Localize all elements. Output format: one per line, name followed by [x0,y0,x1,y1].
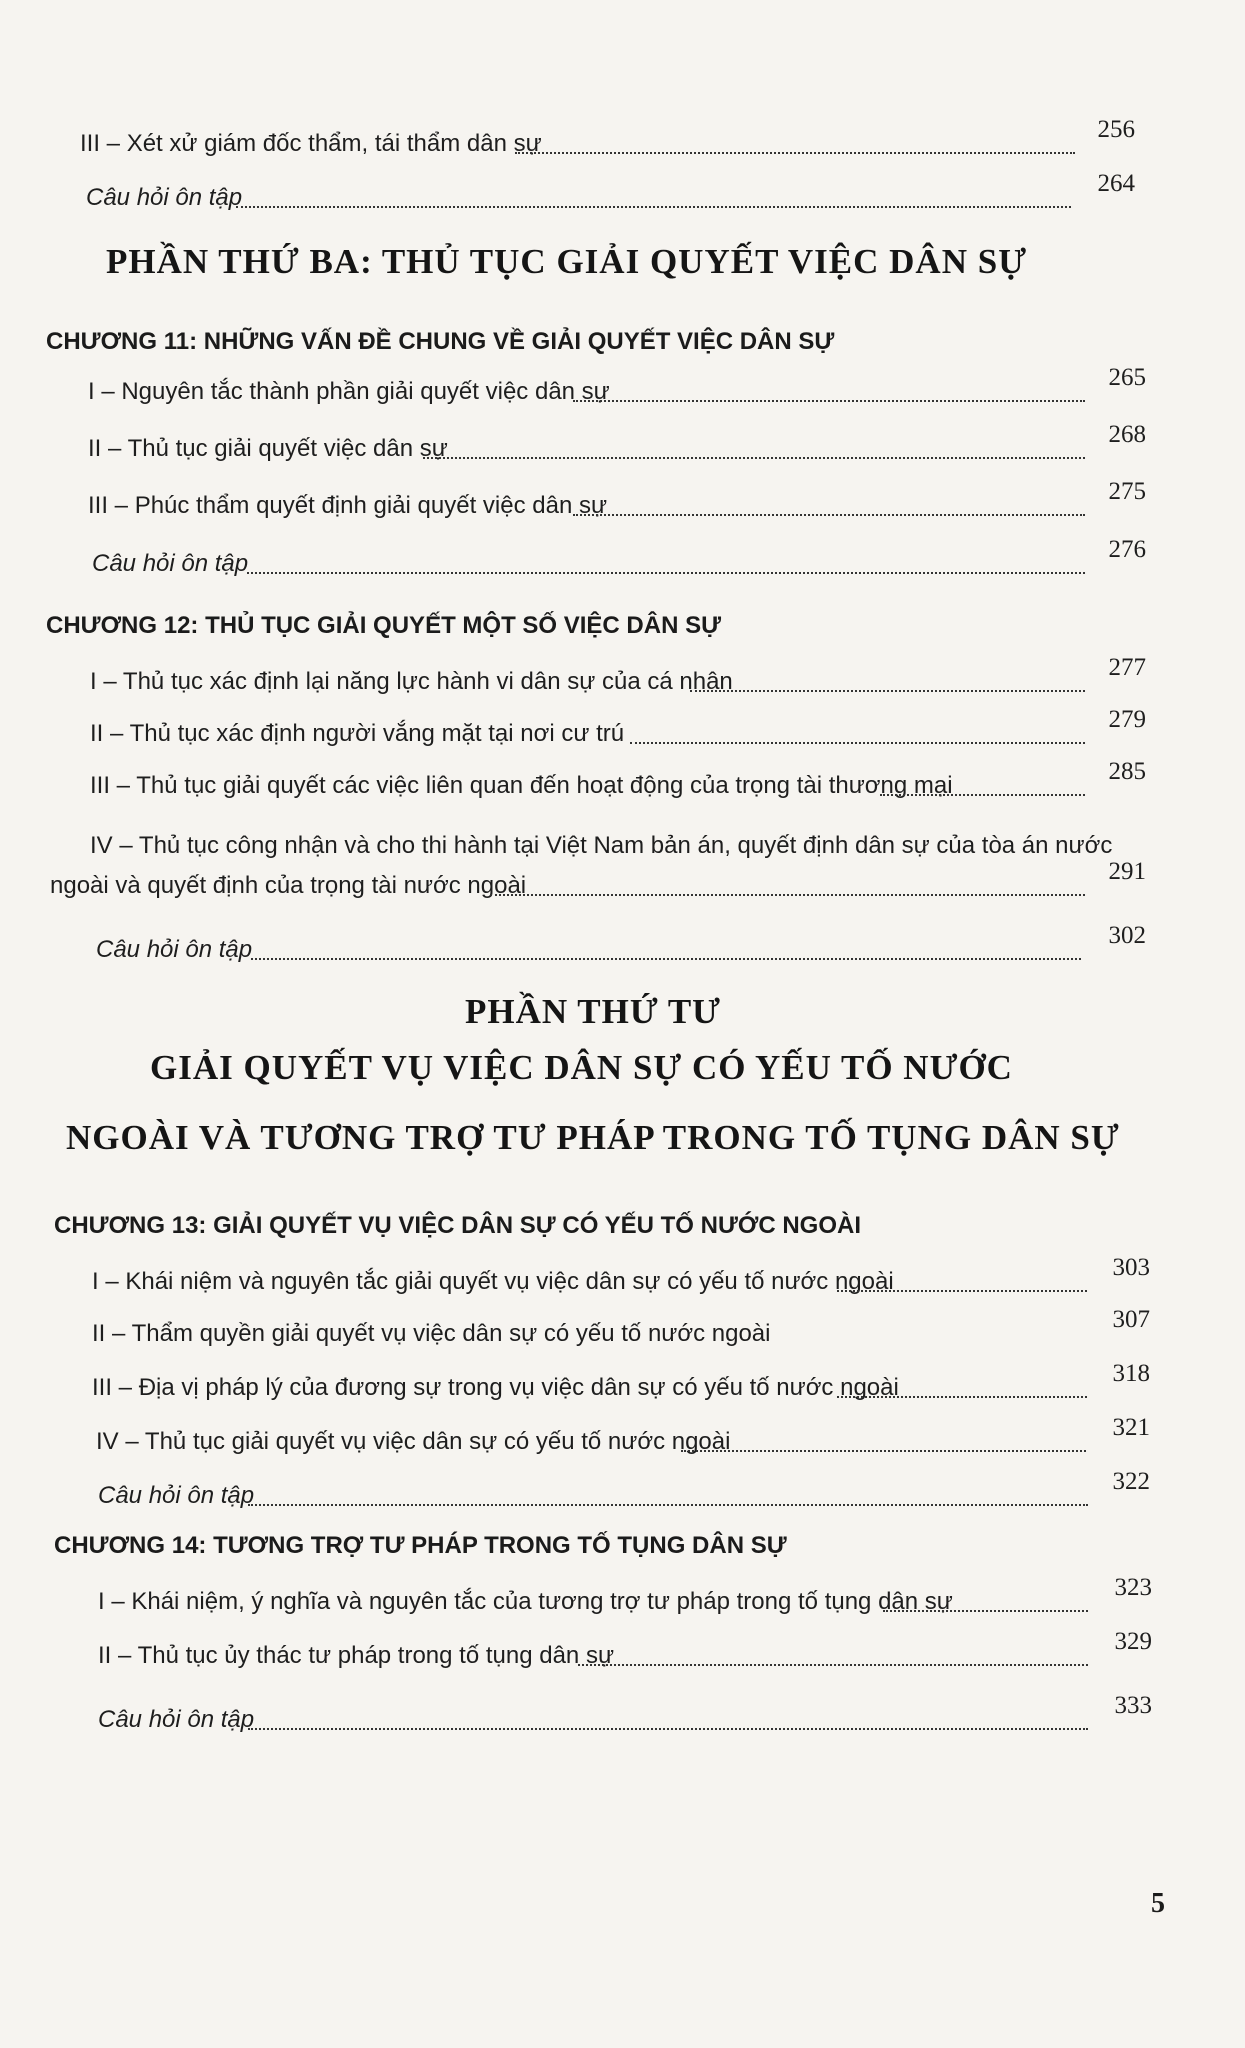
toc-entry-page: 329 [1114,1628,1152,1655]
leader-dots [880,794,1085,796]
toc-entry-label: Câu hỏi ôn tập [98,1482,255,1509]
toc-entry [90,758,1146,800]
toc-entry [98,1692,1152,1734]
toc-entry-label: Câu hỏi ôn tập [92,550,249,577]
part-title: PHẦN THỨ BA: THỦ TỤC GIẢI QUYẾT VIỆC DÂN SỰ [106,242,1028,281]
toc-entry [88,364,1146,406]
toc-entry-page: 264 [1097,170,1135,197]
toc-entry [98,1628,1152,1670]
toc-entry-label: I – Khái niệm, ý nghĩa và nguyên tắc của tương trợ tư pháp trong tố tụng dân sự [98,1588,953,1615]
leader-dots [248,1504,1088,1506]
toc-entry [90,654,1146,696]
leader-dots [883,1610,1088,1612]
chapter-title: CHƯƠNG 12: THỦ TỤC GIẢI QUYẾT MỘT SỐ VIỆC DÂN SỰ [46,612,721,639]
toc-entry [50,858,1146,900]
leader-dots [837,1396,1087,1398]
toc-entry-label: Câu hỏi ôn tập [86,184,243,211]
toc-entry-page: 285 [1108,758,1146,785]
toc-entry-page: 276 [1108,536,1146,563]
toc-entry-page: 279 [1108,706,1146,733]
toc-entry-page: 265 [1108,364,1146,391]
toc-entry-label: III – Phúc thẩm quyết định giải quyết việc dân sự [88,492,608,519]
toc-entry-label: I – Nguyên tắc thành phần giải quyết việc dân sự [88,378,610,405]
toc-entry-label: III – Địa vị pháp lý của đương sự trong vụ việc dân sự có yếu tố nước ngoài [92,1374,899,1401]
toc-entry [92,1254,1150,1296]
toc-entry-page: 321 [1112,1414,1150,1441]
toc-entry-label: II – Thẩm quyền giải quyết vụ việc dân sự có yếu tố nước ngoài [92,1320,771,1347]
toc-entry-label: I – Khái niệm và nguyên tắc giải quyết vụ việc dân sự có yếu tố nước ngoài [92,1268,894,1295]
toc-entry-page: 275 [1108,478,1146,505]
toc-entry-page: 277 [1108,654,1146,681]
toc-entry [90,832,1146,860]
toc-entry [92,536,1146,578]
toc-entry-label: II – Thủ tục ủy thác tư pháp trong tố tụng dân sự [98,1642,615,1669]
leader-dots [573,400,1085,402]
toc-entry-label: II – Thủ tục giải quyết việc dân sự [88,435,448,462]
part-title: GIẢI QUYẾT VỤ VIỆC DÂN SỰ CÓ YẾU TỐ NƯỚC [150,1048,1013,1087]
leader-dots [236,206,1071,208]
leader-dots [490,894,1085,896]
toc-entry-label: IV – Thủ tục công nhận và cho thi hành tại Việt Nam bản án, quyết định dân sự của tòa án nước [90,832,1113,859]
part-title: NGOÀI VÀ TƯƠNG TRỢ TƯ PHÁP TRONG TỐ TỤNG DÂN SỰ [66,1118,1120,1157]
toc-entry [86,170,1135,212]
toc-entry [88,478,1146,520]
toc-entry-label: IV – Thủ tục giải quyết vụ việc dân sự có yếu tố nước ngoài [96,1428,731,1455]
leader-dots [681,1450,1086,1452]
chapter-title: CHƯƠNG 14: TƯƠNG TRỢ TƯ PHÁP TRONG TỐ TỤNG DÂN SỰ [54,1532,787,1559]
toc-entry-page: 302 [1108,922,1146,949]
toc-entry-label: III – Thủ tục giải quyết các việc liên quan đến hoạt động của trọng tài thương mại [90,772,953,799]
toc-entry-label: I – Thủ tục xác định lại năng lực hành vi dân sự của cá nhân [90,668,733,695]
leader-dots [690,690,1085,692]
toc-entry-page: 318 [1112,1360,1150,1387]
leader-dots [247,572,1085,574]
toc-entry [88,421,1146,463]
toc-entry-label: III – Xét xử giám đốc thẩm, tái thẩm dân sự [80,130,542,157]
chapter-title: CHƯƠNG 13: GIẢI QUYẾT VỤ VIỆC DÂN SỰ CÓ YẾU TỐ NƯỚC NGOÀI [54,1212,861,1239]
toc-entry [98,1468,1150,1510]
toc-entry [96,1414,1150,1456]
toc-entry [80,116,1135,158]
toc-entry-page: 323 [1114,1574,1152,1601]
toc-entry [92,1320,1150,1348]
leader-dots [630,742,1085,744]
part-title: PHẦN THỨ TƯ [465,992,722,1031]
toc-entry-label: Câu hỏi ôn tập [96,936,253,963]
toc-entry-page: 256 [1097,116,1135,143]
leader-dots [837,1290,1087,1292]
toc-entry-page: 303 [1112,1254,1150,1281]
toc-entry-page: 307 [1112,1306,1150,1333]
leader-dots [515,152,1075,154]
leader-dots [248,1728,1088,1730]
leader-dots [251,958,1081,960]
toc-entry-label: Câu hỏi ôn tập [98,1706,255,1733]
toc-entry [96,922,1146,964]
toc-entry [98,1574,1152,1616]
toc-entry-page: 291 [1108,858,1146,885]
chapter-title: CHƯƠNG 11: NHỮNG VẤN ĐỀ CHUNG VỀ GIẢI QUYẾT VIỆC DÂN SỰ [46,328,835,355]
toc-entry-page: 322 [1112,1468,1150,1495]
toc-entry [90,706,1146,748]
leader-dots [423,457,1085,459]
toc-entry-label: ngoài và quyết định của trọng tài nước ngoài [50,872,527,899]
leader-dots [578,1664,1088,1666]
toc-entry [92,1360,1150,1402]
toc-entry-label: II – Thủ tục xác định người vắng mặt tại nơi cư trú [90,720,625,747]
page-number: 5 [1151,1888,1165,1919]
leader-dots [573,514,1085,516]
toc-entry-page: 268 [1108,421,1146,448]
toc-entry-page: 333 [1114,1692,1152,1719]
